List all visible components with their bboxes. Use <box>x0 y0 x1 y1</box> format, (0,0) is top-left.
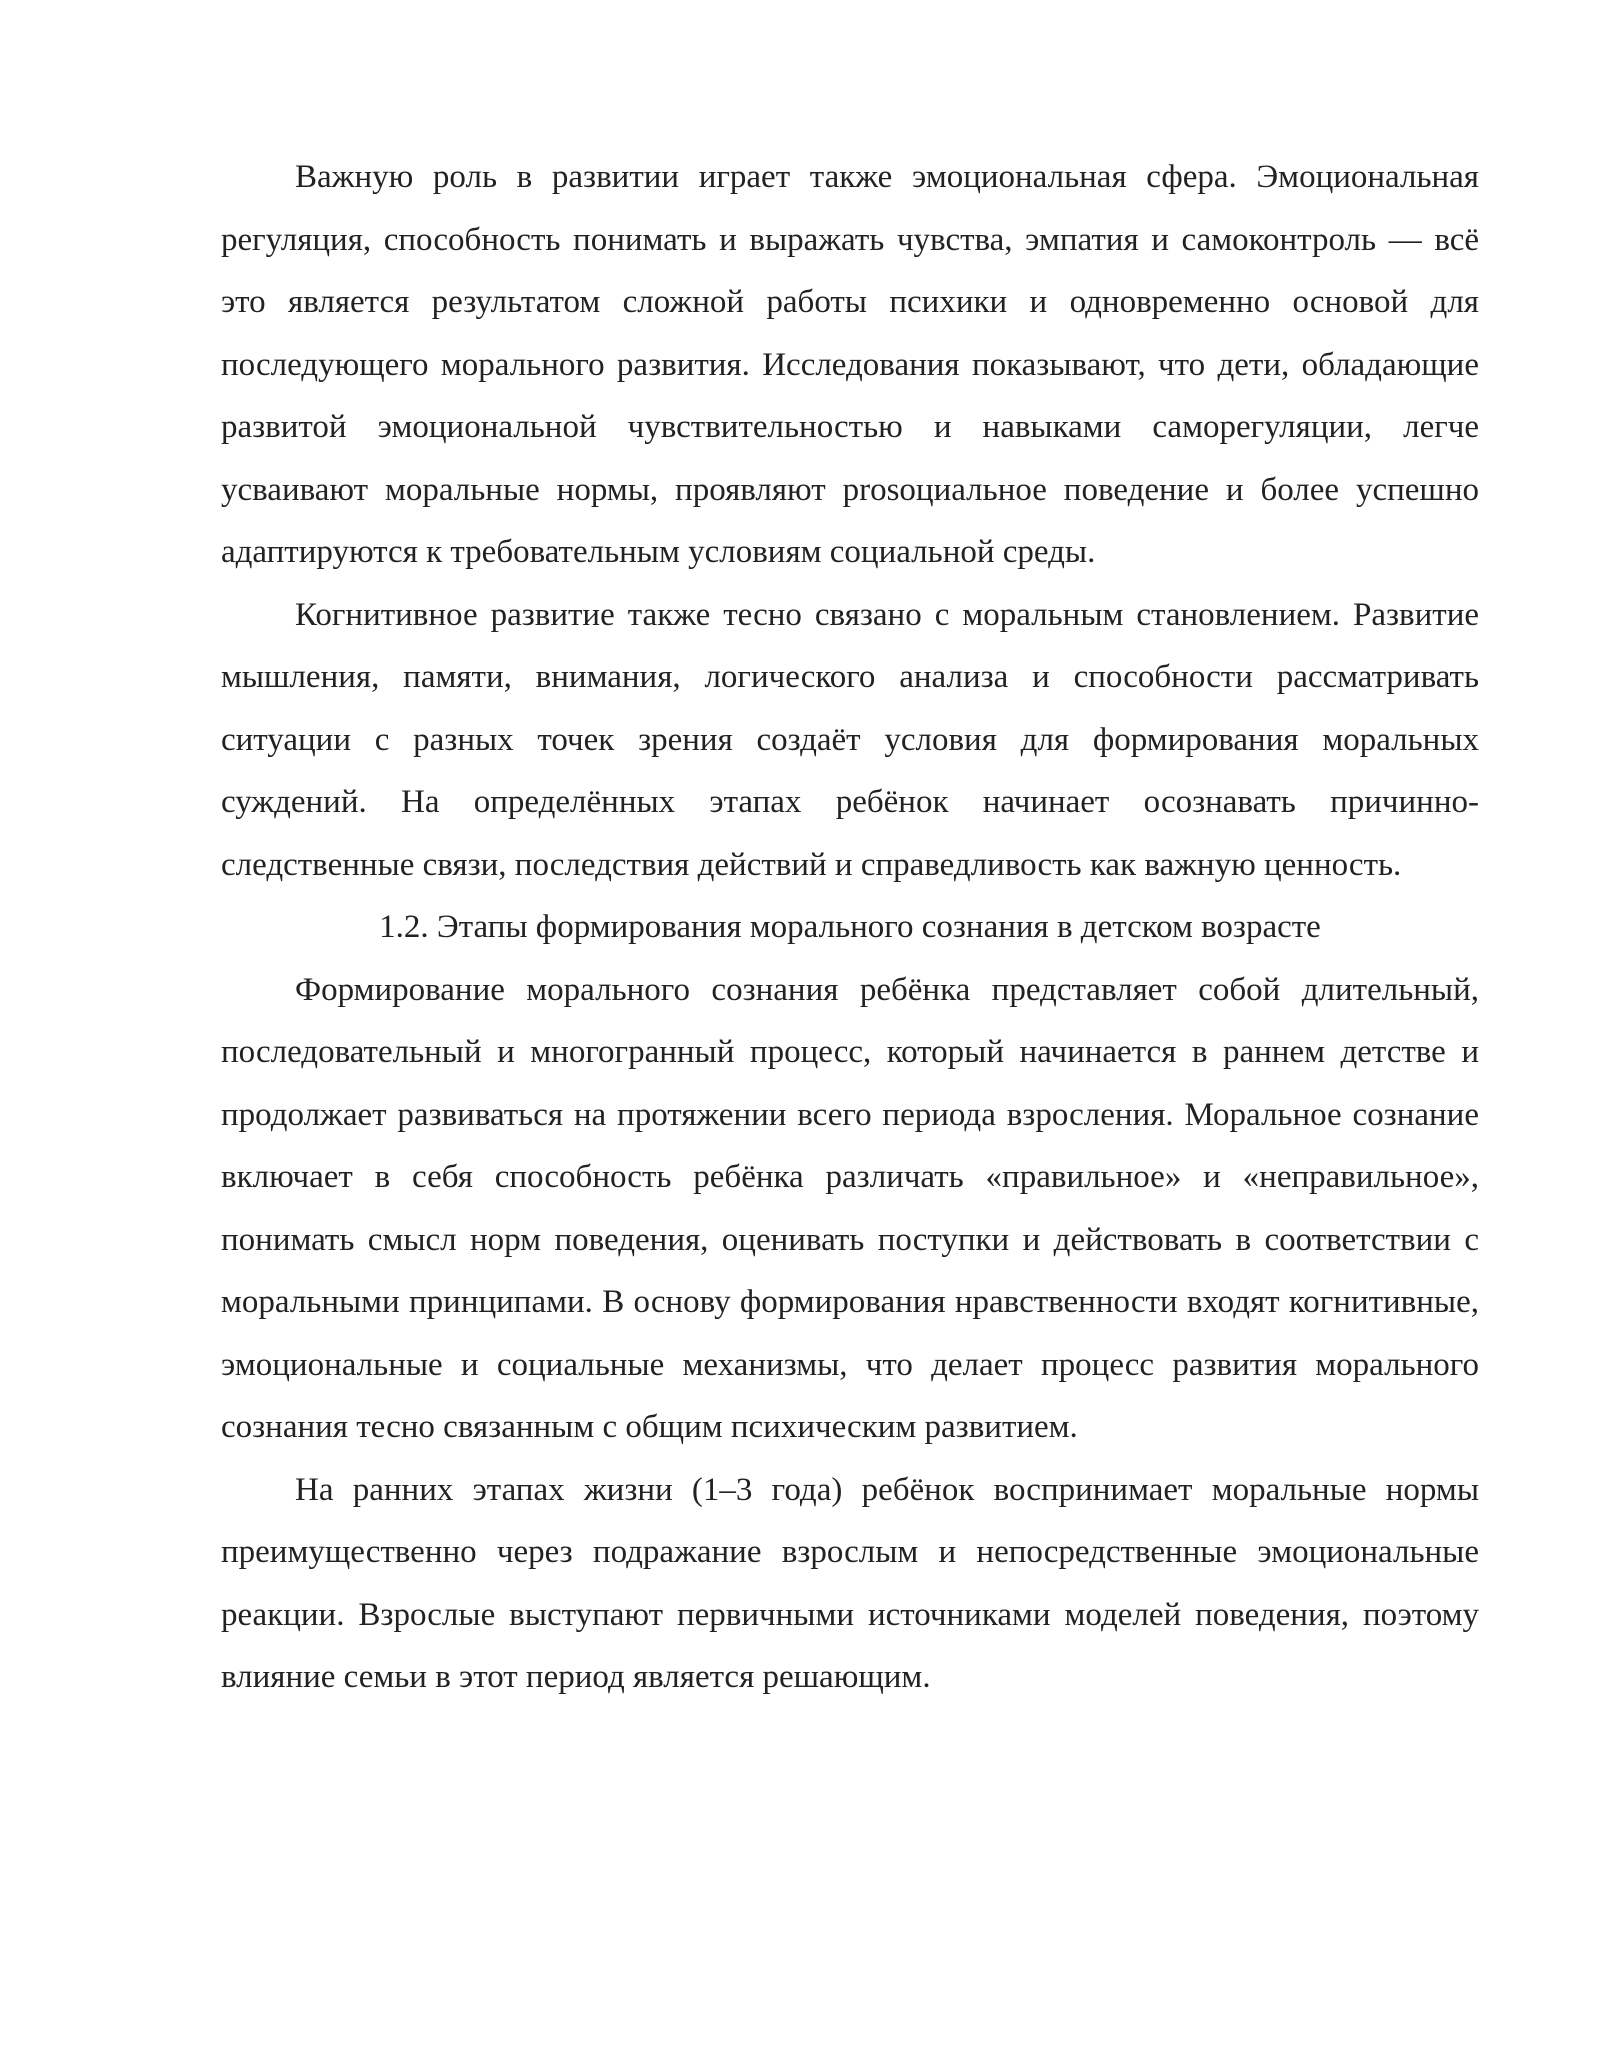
paragraph-moral-consciousness: Формирование морального сознания ребёнка представляет собой длительный, последовательный и многогранный процесс, который начинается в раннем детстве и продолжает развиваться на протяжении всего периода взросления. Моральное сознание включает в себя способность ребёнка различать «правильное» и «неправильное», понимать смысл норм поведения, оценивать поступки и действовать в соответствии с моральными принципами. В основу формирования нравственности входят когнитивные, эмоциональные и социальные механизмы, что делает процесс развития морального сознания тесно связанным с общим психическим развитием. <box>221 971 1479 1445</box>
document-page <box>221 146 1479 1709</box>
paragraph-emotional-sphere: Важную роль в развитии играет также эмоциональная сфера. Эмоциональная регуляция, способность понимать и выражать чувства, эмпатия и самоконтроль — всё это является результатом сложной работы психики и одновременно основой для последующего морального развития. Исследования показывают, что дети, обладающие развитой эмоциональной чувствительностью и навыками саморегуляции, легче усваивают моральные нормы, проявляют prosоциальное поведение и более успешно адаптируются к требовательным условиям социальной среды. <box>221 159 1479 570</box>
section-heading: 1.2. Этапы формирования морального сознания в детском возрасте <box>379 909 1321 945</box>
paragraph-cognitive-development: Когнитивное развитие также тесно связано с моральным становлением. Развитие мышления, памяти, внимания, логического анализа и способности рассматривать ситуации с разных точек зрения создаёт условия для формирования моральных суждений. На определённых этапах ребёнок начинает осознавать причинно-следственные связи, последствия действий и справедливость как важную ценность. <box>221 596 1479 883</box>
paragraph-early-stages: На ранних этапах жизни (1–3 года) ребёнок воспринимает моральные нормы преимущественно через подражание взрослым и непосредственные эмоциональные реакции. Взрослые выступают первичными источниками моделей поведения, поэтому влияние семьи в этот период является решающим. <box>221 1471 1479 1695</box>
